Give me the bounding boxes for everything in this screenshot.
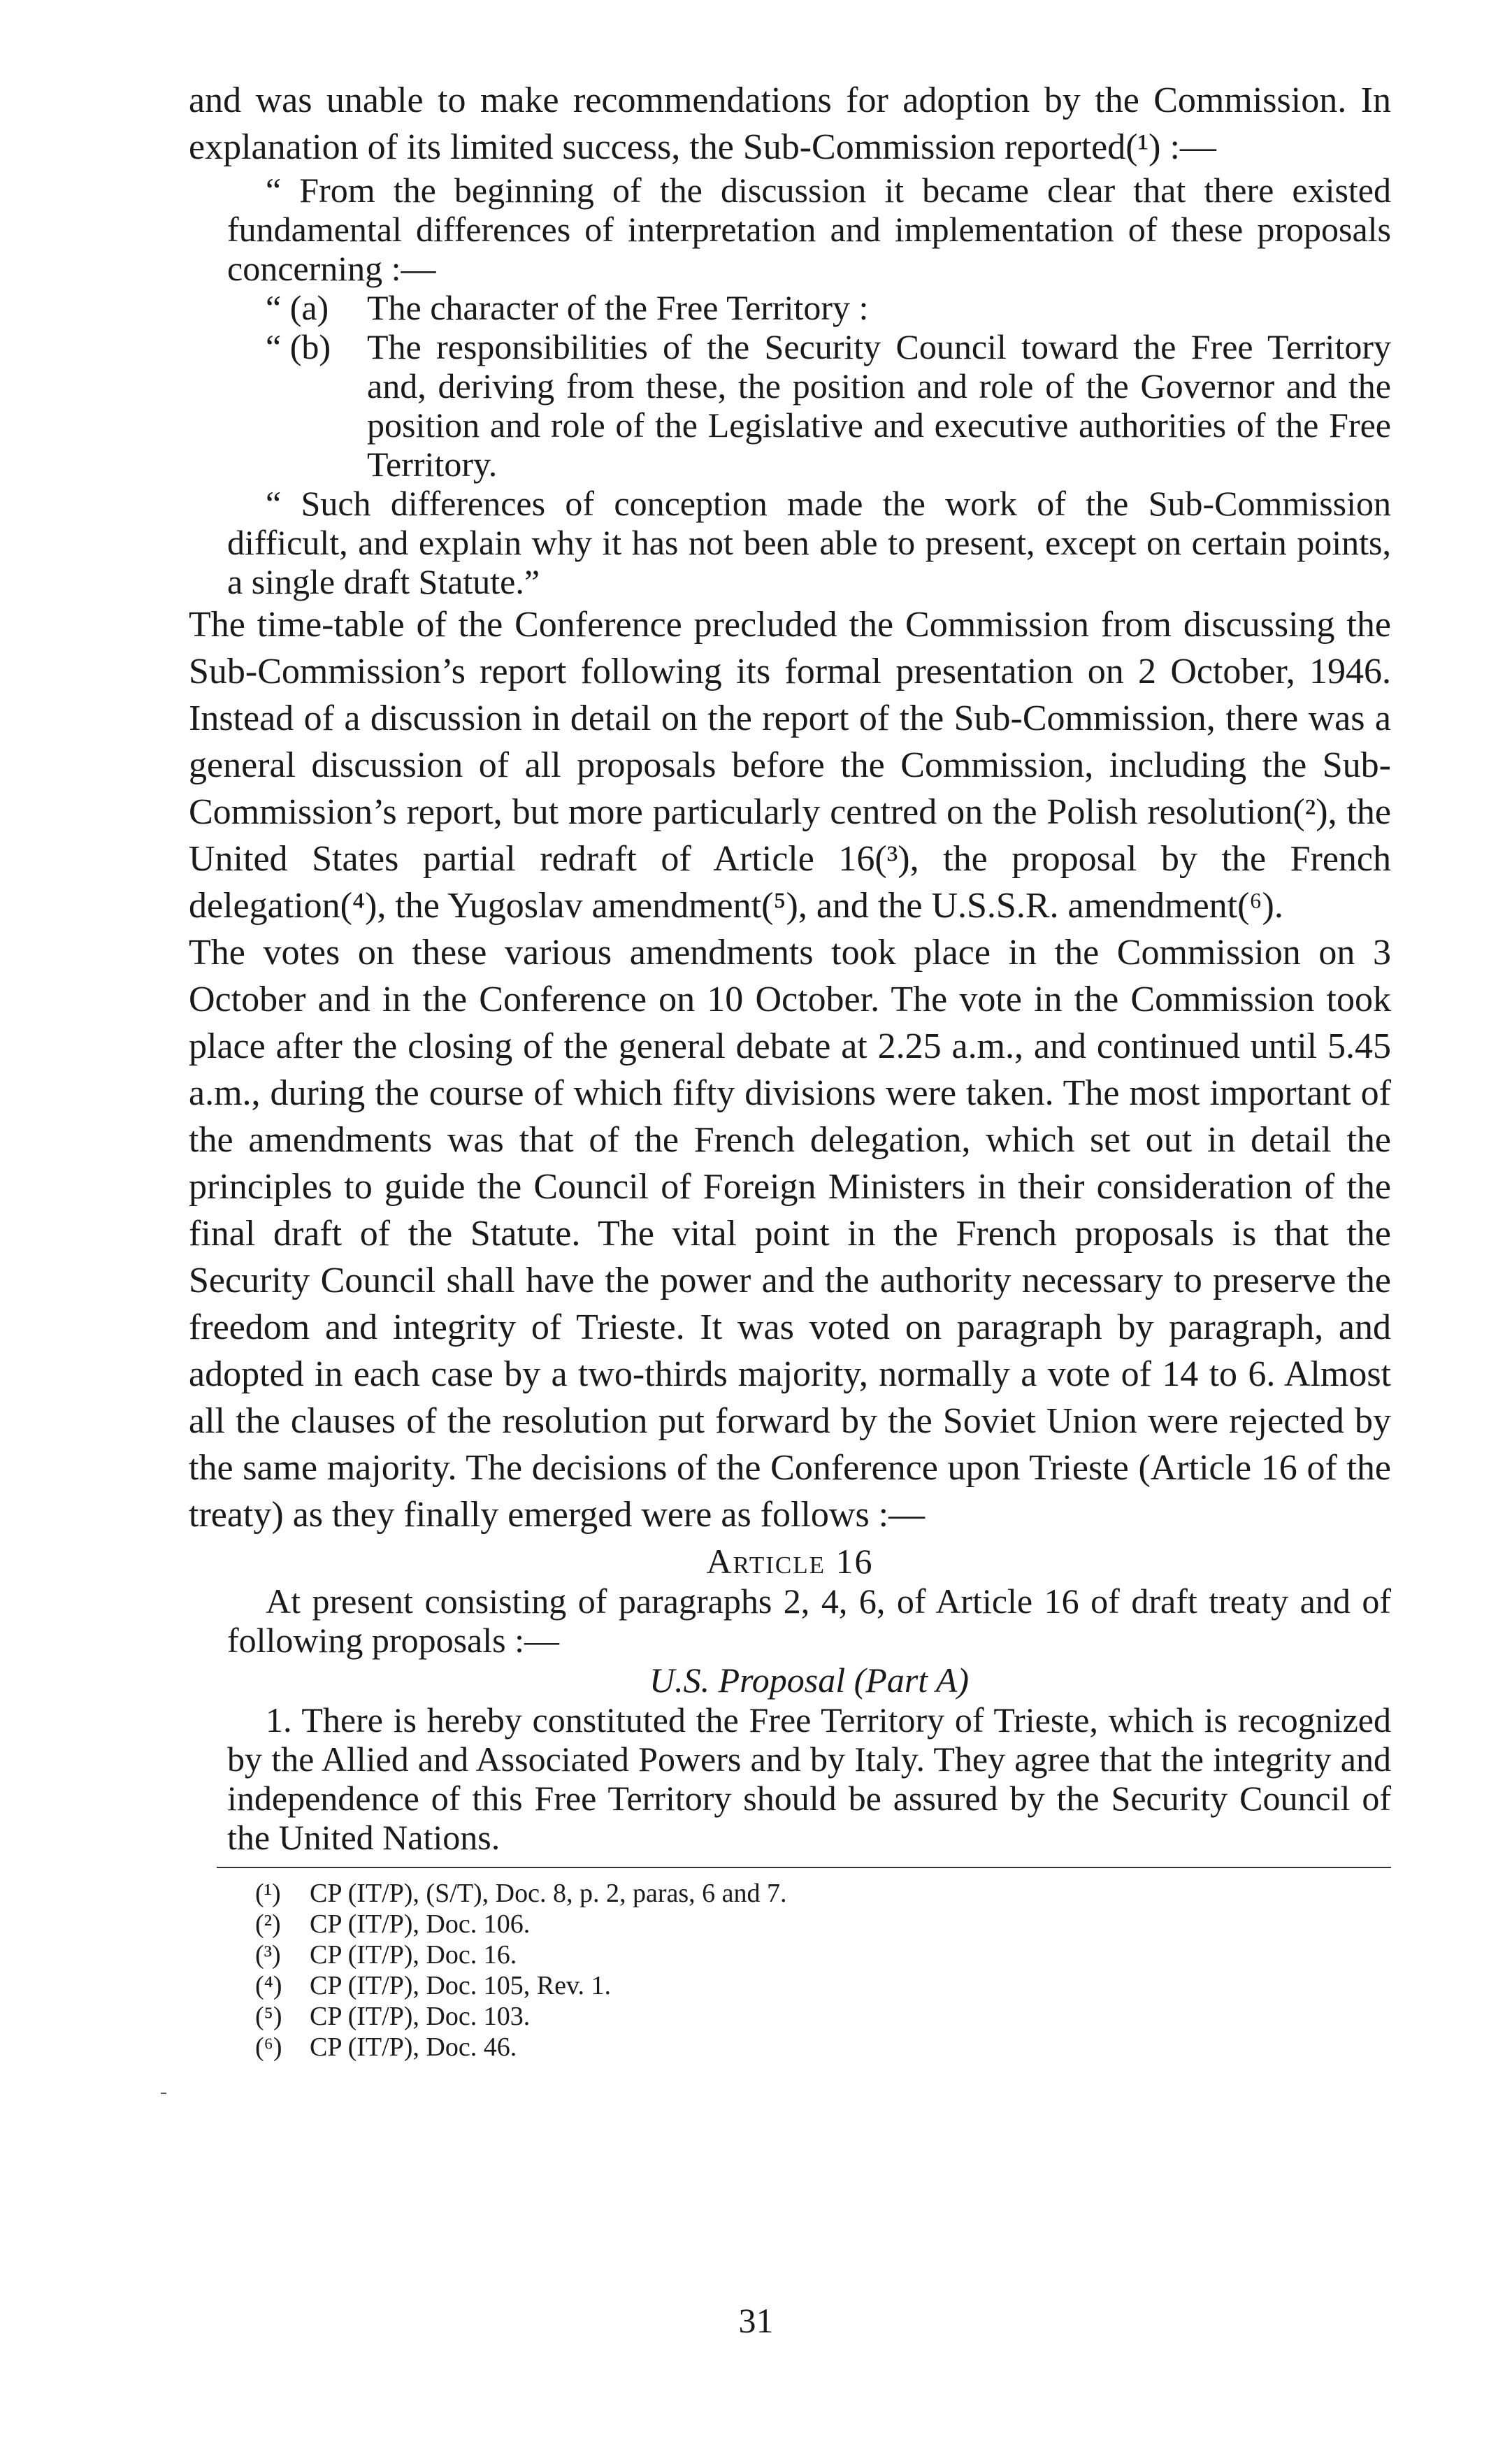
body-text-continued <box>189 601 1391 1538</box>
footnote: (⁶) CP (IT/P), Doc. 46. <box>255 2032 517 2062</box>
article-clause-1: 1. There is hereby constituted the Free Territory of Trieste, which is recognized by the Allied and Associated Powers and by Italy. They agree that the integrity and independence of this Free Territory should be assured by the Security Council of the United Nations. <box>227 1700 1391 1857</box>
quote-paragraph-1: “ From the beginning of the discussion it became clear that there existed fundamental differences of interpretation and implementation of these proposals concerning :— <box>227 171 1391 288</box>
paragraph-intro: and was unable to make recommendations for adoption by the Commission. In explanation of its limited success, the Sub-Commission reported(¹) :— <box>189 80 1391 167</box>
quote-item-b-marker: “ (b) <box>266 327 331 366</box>
margin-mark <box>161 2093 166 2094</box>
footnotes <box>255 1878 1391 2063</box>
footnote: (²) CP (IT/P), Doc. 106. <box>255 1909 531 1939</box>
footnote-divider <box>217 1867 1391 1868</box>
footnote: (⁵) CP (IT/P), Doc. 103. <box>255 2002 531 2031</box>
quote-item-a <box>266 288 1391 327</box>
article-intro: At present consisting of paragraphs 2, 4, 6, of Article 16 of draft treaty and of following proposals :— <box>227 1582 1391 1660</box>
quote-item-a-marker: “ (a) <box>266 288 329 327</box>
article-heading <box>189 1541 1391 1582</box>
body-text <box>189 77 1391 171</box>
footnote: (¹) CP (IT/P), (S/T), Doc. 8, p. 2, paras, 6 and 7. <box>255 1879 787 1908</box>
footnote: (³) CP (IT/P), Doc. 16. <box>255 1940 517 1970</box>
article-body <box>227 1582 1391 1857</box>
page-number: 31 <box>738 2301 774 2340</box>
page-content <box>189 77 1391 2063</box>
quote-paragraph-2: “ Such differences of conception made the work of the Sub-Commission difficult, and explain why it has not been able to present, except on certain points, a single draft Statute.” <box>227 484 1391 601</box>
quote-item-b <box>266 327 1391 484</box>
paragraph-votes: The votes on these various amendments took place in the Commission on 3 October and in the Conference on 10 October. The vote in the Commission took place after the closing of the general debate at 2.25 a.m., and continued until 5.45 a.m., during the course of which fifty divisions were taken. The most important of the amendments was that of the French delegation, which set out in detail the principles to guide the Council of Foreign Ministers in their consideration of the final draft of the Statute. The vital point in the French proposals is that the Security Council shall have the power and the authority necessary to preserve the freedom and integrity of Trieste. It was voted on paragraph by paragraph, and adopted in each case by a two-thirds majority, normally a vote of 14 to 6. Almost all the clauses of the resolution put forward by the Soviet Union were rejected by the same majority. The decisions of the Conference upon Trieste (Article 16 of the treaty) as they finally emerged were as follows :— <box>189 933 1391 1535</box>
sub-commission-quote <box>227 171 1391 601</box>
article-heading-text: Article 16 <box>706 1542 874 1581</box>
proposal-title: U.S. Proposal (Part A) <box>649 1661 969 1700</box>
quote-item-b-text: The responsibilities of the Security Council toward the Free Territory and, deriving from these, the position and role of the Governor and the position and role of the Legislative and executive authorities of the Free Territory. <box>367 327 1391 484</box>
quote-item-a-text: The character of the Free Territory : <box>367 288 869 327</box>
paragraph-timetable: The time-table of the Conference precluded the Commission from discussing the Sub-Commission’s report following its formal presentation on 2 October, 1946. Instead of a discussion in detail on the report of the Sub-Commission, there was a general discussion of all proposals before the Commission, including the Sub-Commission’s report, but more particularly centred on the Polish resolution(²), the United States partial redraft of Article 16(³), the proposal by the French delegation(⁴), the Yugoslav amendment(⁵), and the U.S.S.R. amendment(⁶). <box>189 605 1391 926</box>
footnote: (⁴) CP (IT/P), Doc. 105, Rev. 1. <box>255 1971 611 2000</box>
